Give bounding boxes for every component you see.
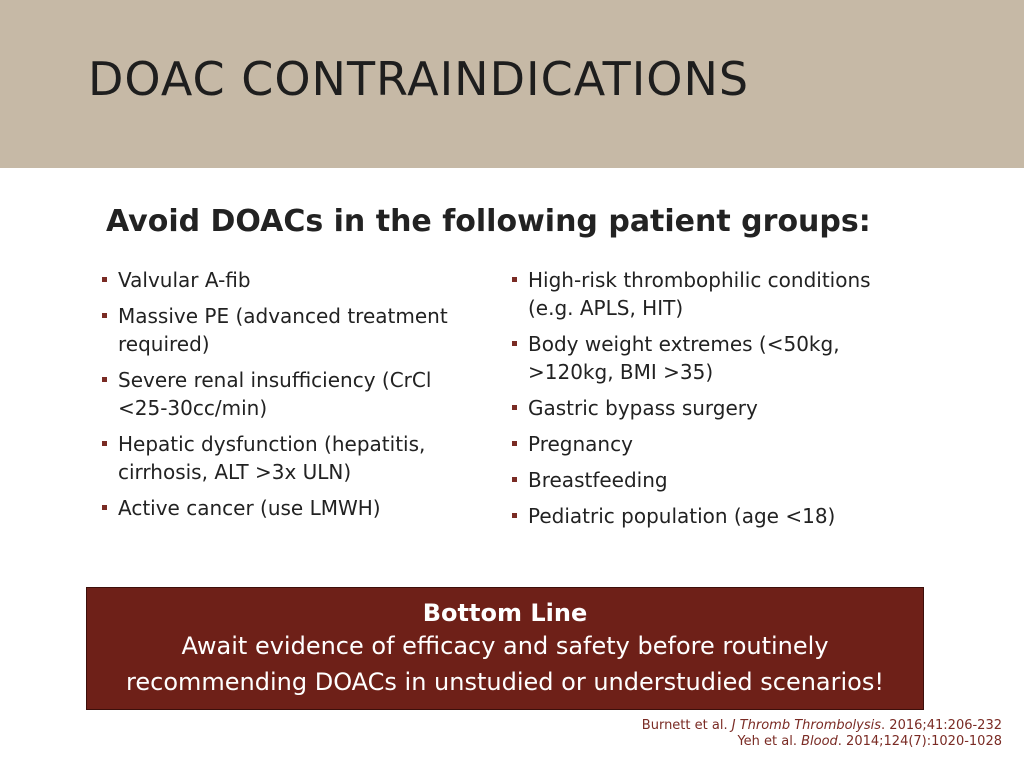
reference-item: Burnett et al. J Thromb Thrombolysis. 2016;41:206-232: [641, 718, 1002, 733]
square-bullet-icon: [512, 477, 517, 482]
square-bullet-icon: [102, 377, 107, 382]
square-bullet-icon: [512, 513, 517, 518]
reference-item: Yeh et al. Blood. 2014;124(7):1020-1028: [737, 734, 1002, 749]
title-band: [0, 0, 1024, 168]
list-item: Pregnancy: [510, 430, 910, 458]
slide-subtitle: Avoid DOACs in the following patient groups:: [106, 204, 871, 239]
bottom-line-heading: Bottom Line: [422, 599, 588, 627]
right-bullet-list: [510, 266, 910, 538]
square-bullet-icon: [102, 277, 107, 282]
list-item: Gastric bypass surgery: [510, 394, 910, 422]
list-item: Severe renal insufficiency (CrCl <25-30cc/min): [100, 366, 470, 422]
bottom-line-box: [86, 587, 924, 710]
list-item: Hepatic dysfunction (hepatitis, cirrhosis, ALT >3x ULN): [100, 430, 470, 486]
square-bullet-icon: [512, 277, 517, 282]
bottom-line-text: Await evidence of efficacy and safety before routinely recommending DOACs in unstudied or understudied scenarios!: [126, 632, 884, 696]
list-item: Breastfeeding: [510, 466, 910, 494]
list-item: Body weight extremes (<50kg, >120kg, BMI >35): [510, 330, 910, 386]
list-item: Valvular A-fib: [100, 266, 470, 294]
square-bullet-icon: [512, 341, 517, 346]
square-bullet-icon: [102, 505, 107, 510]
slide-title: DOAC CONTRAINDICATIONS: [88, 52, 750, 106]
square-bullet-icon: [512, 405, 517, 410]
square-bullet-icon: [102, 313, 107, 318]
list-item: High-risk thrombophilic conditions (e.g. APLS, HIT): [510, 266, 910, 322]
list-item: Pediatric population (age <18): [510, 502, 910, 530]
references: [642, 718, 1002, 750]
left-bullet-list: [100, 266, 470, 530]
square-bullet-icon: [102, 441, 107, 446]
list-item: Massive PE (advanced treatment required): [100, 302, 470, 358]
list-item: Active cancer (use LMWH): [100, 494, 470, 522]
square-bullet-icon: [512, 441, 517, 446]
